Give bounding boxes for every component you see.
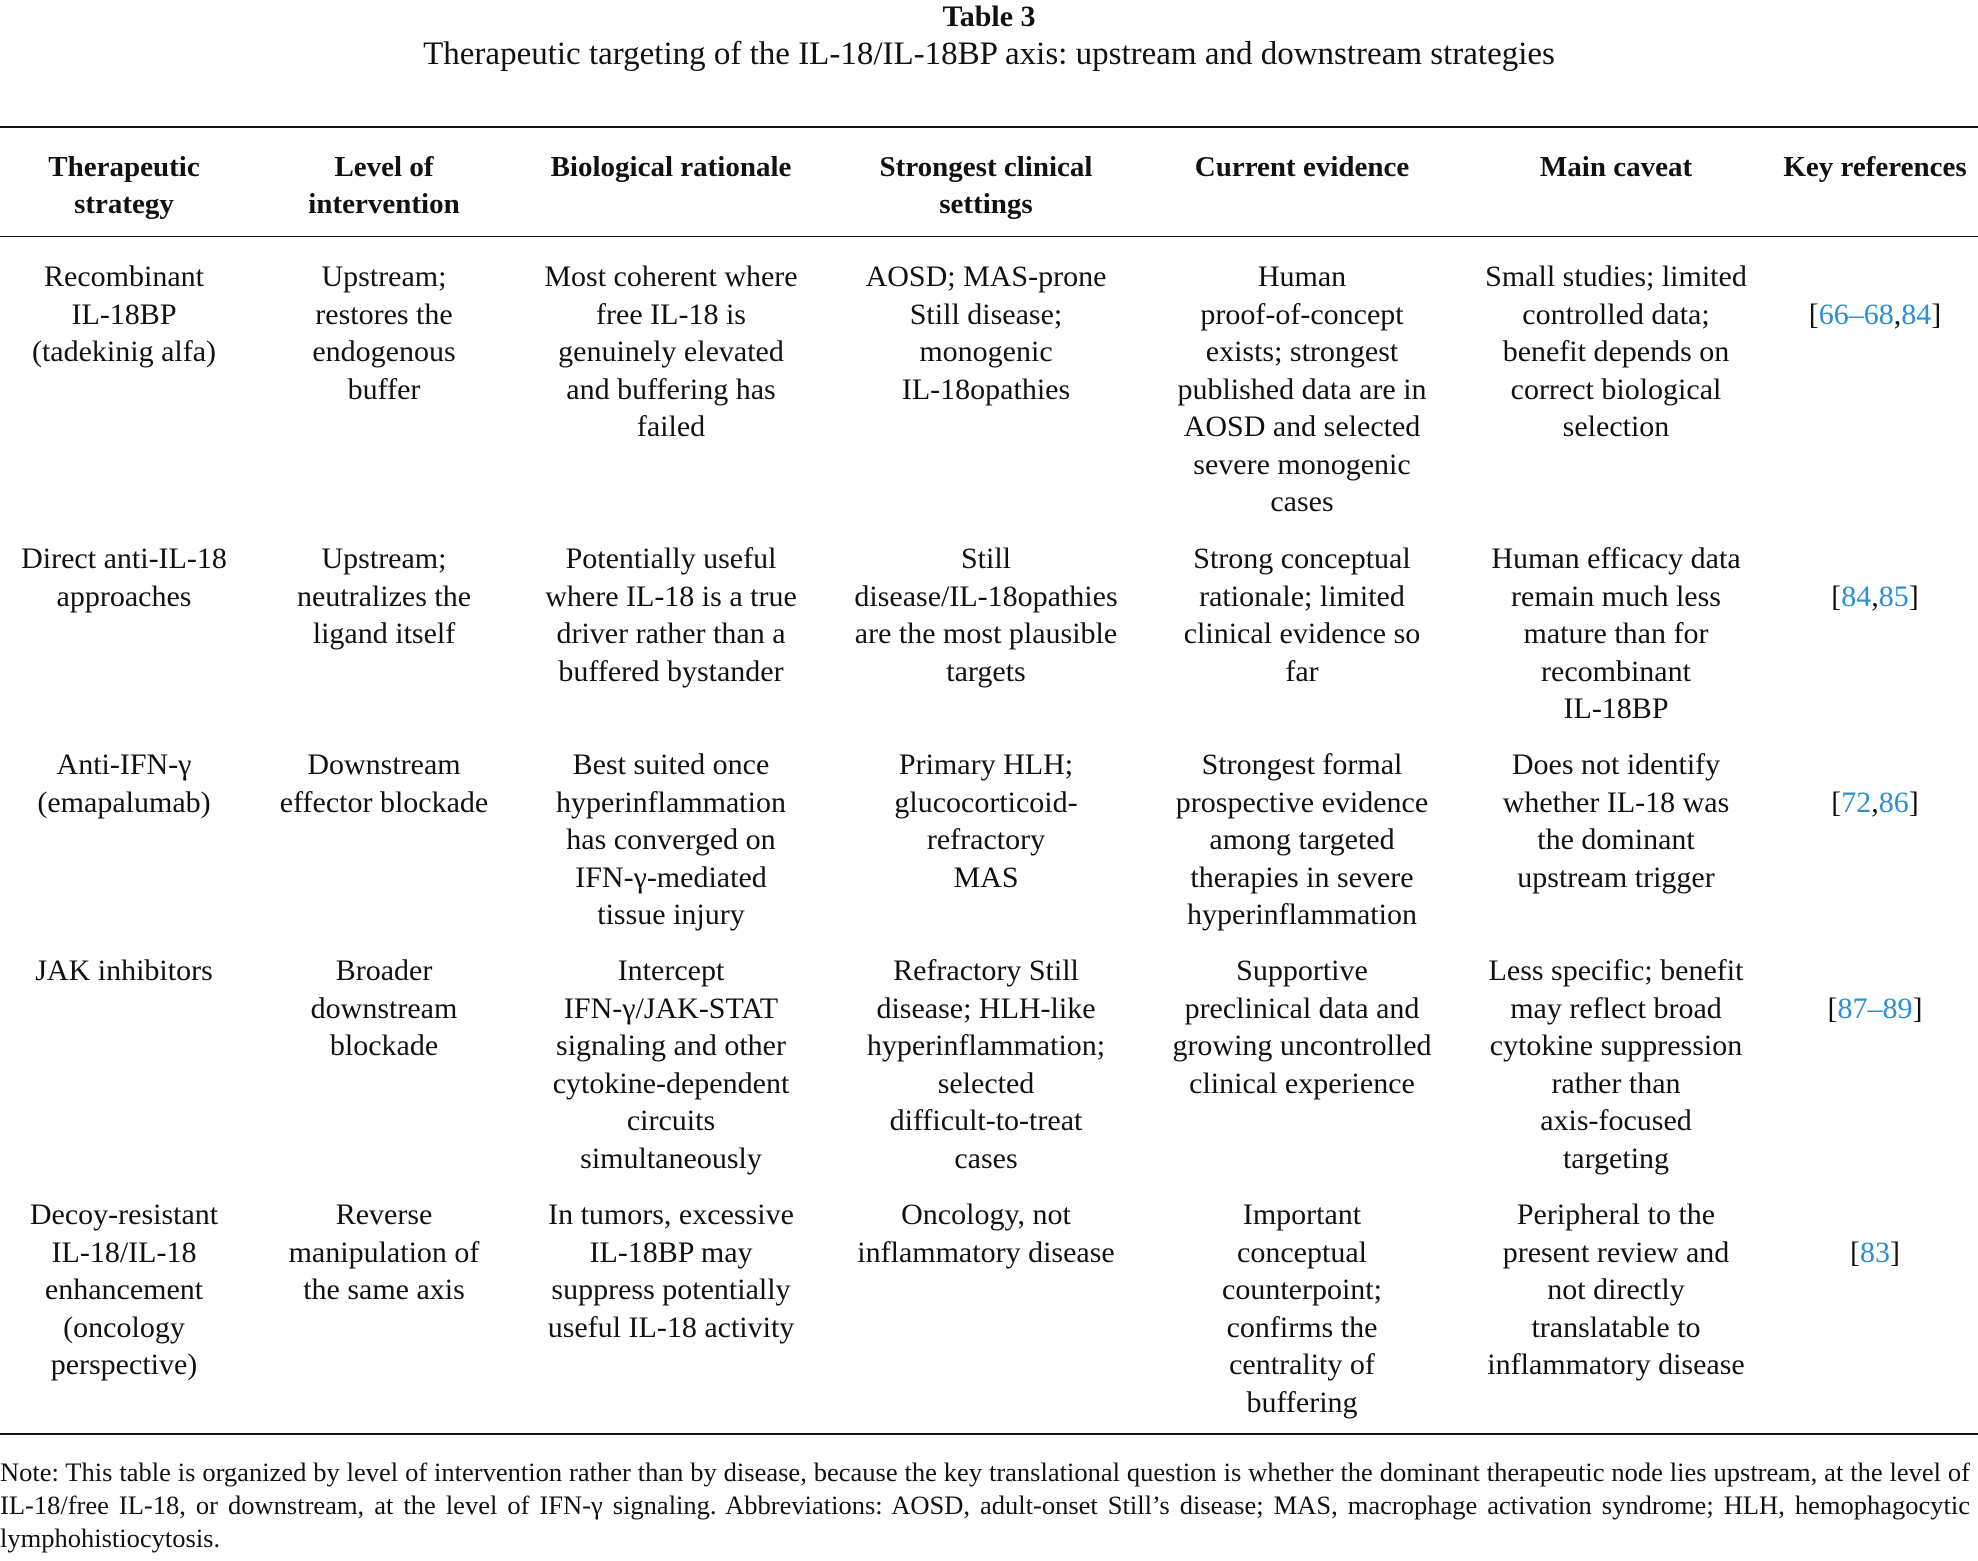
cell-caveat: Does not identify whether IL-18 was the dominant upstream trigger — [1502, 748, 1730, 894]
cell-level: Upstream; restores the endogenous buffer — [312, 260, 456, 406]
cell-settings: Oncology, not inflammatory disease — [857, 1198, 1115, 1269]
reference-separator: , — [1871, 579, 1879, 613]
cell-rationale: Most coherent where free IL-18 is genuinely elevated and buffering has failed — [544, 260, 798, 443]
cell-evidence: Strongest formal prospective evidence among targeted therapies in severe hyperinflammation — [1175, 748, 1429, 931]
header-therapeutic-strategy: Therapeutic strategy — [48, 151, 200, 220]
cell-level: Upstream; neutralizes the ligand itself — [296, 542, 472, 650]
header-main-caveat: Main caveat — [1539, 151, 1693, 183]
table-caption — [0, 0, 1978, 74]
ref-bracket-close: ] — [1931, 297, 1942, 331]
cell-references — [1772, 952, 1978, 1027]
ref-bracket-close: ] — [1908, 785, 1919, 819]
reference-link[interactable]: 68 — [1863, 297, 1894, 331]
cell-caveat: Human efficacy data remain much less mature than for recombinant IL-18BP — [1491, 542, 1741, 725]
ref-bracket-open: [ — [1831, 579, 1842, 613]
ref-bracket-open: [ — [1827, 991, 1838, 1025]
reference-link[interactable]: 72 — [1841, 785, 1872, 819]
cell-references — [1772, 540, 1978, 615]
cell-references — [1772, 746, 1978, 821]
table-label: Table 3 — [942, 0, 1036, 33]
ref-bracket-close: ] — [1890, 1235, 1900, 1269]
cell-settings: AOSD; MAS-prone Still disease; monogenic IL-18opathies — [865, 260, 1107, 406]
header-key-references: Key references — [1783, 151, 1967, 183]
reference-link[interactable]: 85 — [1878, 579, 1909, 613]
reference-link[interactable]: 86 — [1878, 785, 1909, 819]
cell-strategy: Decoy-resistant IL-18/IL-18 enhancement (oncology perspective) — [29, 1198, 219, 1381]
cell-caveat: Less specific; benefit may reflect broad cytokine suppression rather than axis-focused targeting — [1488, 954, 1744, 1175]
cell-level: Broader downstream blockade — [310, 954, 458, 1062]
reference-link[interactable]: 66 — [1818, 297, 1849, 331]
reference-separator: , — [1871, 785, 1879, 819]
ref-bracket-close: ] — [1912, 991, 1923, 1025]
header-rule — [0, 236, 1978, 237]
cell-evidence: Human proof-of-concept exists; strongest published data are in AOSD and selected severe monogenic cases — [1177, 260, 1427, 518]
reference-separator: – — [1867, 991, 1883, 1025]
reference-separator: – — [1848, 297, 1864, 331]
reference-link[interactable]: 83 — [1860, 1235, 1890, 1269]
cell-evidence: Important conceptual counterpoint; confirms the centrality of buffering — [1222, 1198, 1382, 1419]
bottom-rule — [0, 1433, 1978, 1435]
cell-level: Reverse manipulation of the same axis — [288, 1198, 480, 1306]
cell-strategy: Anti-IFN-γ (emapalumab) — [37, 748, 211, 819]
cell-caveat: Peripheral to the present review and not directly translatable to inflammatory disease — [1487, 1198, 1745, 1381]
reference-separator: , — [1893, 297, 1902, 331]
cell-strategy: JAK inhibitors — [35, 954, 213, 987]
cell-level: Downstream effector blockade — [279, 748, 489, 819]
cell-strategy: Recombinant IL-18BP (tadekinig alfa) — [31, 260, 217, 368]
cell-rationale: Intercept IFN-γ/JAK-STAT signaling and other cytokine-dependent circuits simultaneously — [552, 954, 790, 1175]
ref-bracket-open: [ — [1850, 1235, 1860, 1269]
top-rule — [0, 126, 1978, 128]
cell-settings: Refractory Still disease; HLH-like hyperinflammation; selected difficult-to-treat cases — [866, 954, 1106, 1175]
cell-rationale: Best suited once hyperinflammation has converged on IFN-γ-mediated tissue injury — [556, 748, 786, 931]
cell-settings: Still disease/IL-18opathies are the most plausible targets — [854, 542, 1118, 688]
cell-caveat: Small studies; limited controlled data; benefit depends on correct biological selection — [1485, 260, 1747, 443]
cell-rationale: Potentially useful where IL-18 is a true driver rather than a buffered bystander — [545, 542, 797, 688]
reference-link[interactable]: 84 — [1841, 579, 1872, 613]
header-biological-rationale: Biological rationale — [550, 151, 792, 183]
ref-bracket-open: [ — [1831, 785, 1842, 819]
table-title: Therapeutic targeting of the IL-18/IL-18BP axis: upstream and downstream strategies — [423, 36, 1555, 72]
cell-references — [1772, 258, 1978, 333]
cell-evidence: Strong conceptual rationale; limited clinical evidence so far — [1183, 542, 1421, 688]
ref-bracket-close: ] — [1908, 579, 1919, 613]
reference-link[interactable]: 87 — [1837, 991, 1868, 1025]
header-strongest-clinical-settings: Strongest clinical settings — [879, 151, 1093, 220]
header-current-evidence: Current evidence — [1194, 151, 1410, 183]
cell-settings: Primary HLH; glucocorticoid- refractory MAS — [894, 748, 1078, 894]
reference-link[interactable]: 89 — [1882, 991, 1913, 1025]
reference-link[interactable]: 84 — [1901, 297, 1932, 331]
header-level-of-intervention: Level of intervention — [308, 151, 460, 220]
cell-rationale: In tumors, excessive IL-18BP may suppress potentially useful IL-18 activity — [547, 1198, 795, 1344]
table-note: Note: This table is organized by level of intervention rather than by disease, because the key translational question is whether the dominant therapeutic node lies upstream, at the level of IL-18/free IL-18, or downstream, at the level of IFN-γ signaling. Abbreviations: AOSD, adult-onset Still’s disease; MAS, macrophage activation syndrome; HLH, hemophagocytic lymphohistiocytosis. — [0, 1457, 1970, 1553]
ref-bracket-open: [ — [1808, 297, 1819, 331]
cell-strategy: Direct anti-IL-18 approaches — [21, 542, 227, 613]
cell-evidence: Supportive preclinical data and growing uncontrolled clinical experience — [1172, 954, 1432, 1100]
cell-references — [1772, 1196, 1978, 1271]
